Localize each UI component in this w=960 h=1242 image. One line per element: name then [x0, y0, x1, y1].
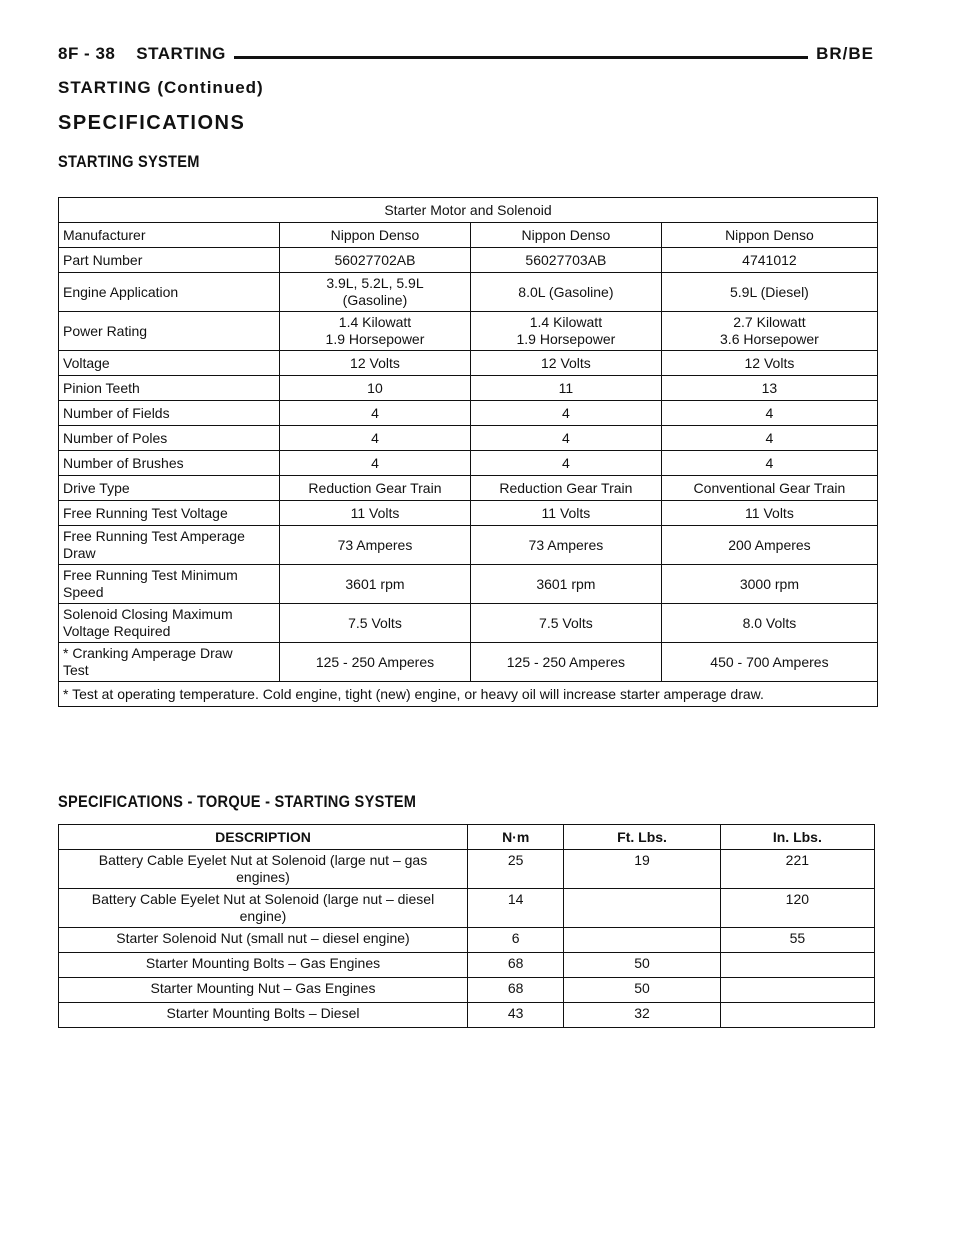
row-value: 10 [280, 376, 471, 401]
page-header [58, 44, 874, 70]
torque-value: 32 [564, 1003, 720, 1028]
table-row [59, 565, 878, 604]
row-value: 4 [661, 426, 877, 451]
row-value: 5.9L (Diesel) [661, 273, 877, 312]
torque-description: Battery Cable Eyelet Nut at Solenoid (large nut – diesel engine) [59, 889, 468, 928]
row-value: 4 [280, 401, 471, 426]
row-label: Voltage [59, 351, 280, 376]
table-row [59, 501, 878, 526]
row-label: Power Rating [59, 312, 280, 351]
row-value: 13 [661, 376, 877, 401]
row-value: 8.0 Volts [661, 604, 877, 643]
table-row [59, 953, 875, 978]
table-row [59, 223, 878, 248]
row-label: Drive Type [59, 476, 280, 501]
row-value: 125 - 250 Amperes [470, 643, 661, 682]
torque-value: 14 [468, 889, 564, 928]
row-value: Conventional Gear Train [661, 476, 877, 501]
row-value: 11 Volts [661, 501, 877, 526]
torque-value [720, 953, 874, 978]
row-value: 4 [470, 451, 661, 476]
row-value: 4 [470, 426, 661, 451]
row-value: 56027703AB [470, 248, 661, 273]
table-row [59, 850, 875, 889]
row-value: 1.4 Kilowatt 1.9 Horsepower [470, 312, 661, 351]
row-label: * Cranking Amperage Draw Test [59, 643, 280, 682]
row-value: 200 Amperes [661, 526, 877, 565]
torque-value: 25 [468, 850, 564, 889]
torque-value: 68 [468, 953, 564, 978]
row-label: Free Running Test Voltage [59, 501, 280, 526]
torque-value [720, 978, 874, 1003]
table-header-row [59, 825, 875, 850]
torque-value: 6 [468, 928, 564, 953]
torque-description: Battery Cable Eyelet Nut at Solenoid (large nut – gas engines) [59, 850, 468, 889]
row-label: Engine Application [59, 273, 280, 312]
row-value: 12 Volts [470, 351, 661, 376]
table-row [59, 351, 878, 376]
starting-system-title: STARTING SYSTEM [58, 152, 200, 171]
torque-table [58, 824, 875, 1028]
table-row [59, 312, 878, 351]
starting-system-table [58, 197, 878, 707]
torque-value [564, 889, 720, 928]
column-header: In. Lbs. [720, 825, 874, 850]
table-row [59, 376, 878, 401]
row-value: 7.5 Volts [470, 604, 661, 643]
row-value: 4 [661, 451, 877, 476]
row-value: 12 Volts [280, 351, 471, 376]
row-label: Solenoid Closing Maximum Voltage Required [59, 604, 280, 643]
table-row [59, 476, 878, 501]
torque-value: 19 [564, 850, 720, 889]
table-row [59, 604, 878, 643]
row-label: Number of Poles [59, 426, 280, 451]
row-value: Nippon Denso [470, 223, 661, 248]
row-label: Number of Fields [59, 401, 280, 426]
row-value: 3.9L, 5.2L, 5.9L (Gasoline) [280, 273, 471, 312]
continued-heading: STARTING (Continued) [58, 78, 264, 97]
table-row [59, 401, 878, 426]
torque-value: 68 [468, 978, 564, 1003]
row-label: Pinion Teeth [59, 376, 280, 401]
table-row [59, 526, 878, 565]
row-value: 11 [470, 376, 661, 401]
header-left: 8F - 38 STARTING [58, 44, 234, 64]
footnote-row [59, 682, 878, 707]
footnote: * Test at operating temperature. Cold engine, tight (new) engine, or heavy oil will increase starter amperage draw. [59, 682, 878, 707]
table-row [59, 643, 878, 682]
table-row [59, 928, 875, 953]
row-value: 8.0L (Gasoline) [470, 273, 661, 312]
table-caption-row [59, 198, 878, 223]
column-header: Ft. Lbs. [564, 825, 720, 850]
row-value: 11 Volts [470, 501, 661, 526]
row-value: 56027702AB [280, 248, 471, 273]
torque-value: 120 [720, 889, 874, 928]
row-value: 4 [280, 426, 471, 451]
row-label: Part Number [59, 248, 280, 273]
row-value: 4741012 [661, 248, 877, 273]
row-value: 4 [661, 401, 877, 426]
row-label: Free Running Test Minimum Speed [59, 565, 280, 604]
row-value: 125 - 250 Amperes [280, 643, 471, 682]
torque-description: Starter Mounting Bolts – Gas Engines [59, 953, 468, 978]
row-value: 3601 rpm [280, 565, 471, 604]
torque-value: 221 [720, 850, 874, 889]
row-value: 7.5 Volts [280, 604, 471, 643]
row-value: 4 [280, 451, 471, 476]
torque-value [564, 928, 720, 953]
table-row [59, 1003, 875, 1028]
row-value: 12 Volts [661, 351, 877, 376]
row-label: Free Running Test Amperage Draw [59, 526, 280, 565]
header-right: BR/BE [808, 44, 874, 64]
row-value: Reduction Gear Train [280, 476, 471, 501]
table-row [59, 426, 878, 451]
torque-value [720, 1003, 874, 1028]
torque-description: Starter Mounting Nut – Gas Engines [59, 978, 468, 1003]
torque-value: 50 [564, 953, 720, 978]
row-value: 73 Amperes [280, 526, 471, 565]
torque-value: 55 [720, 928, 874, 953]
row-value: Nippon Denso [661, 223, 877, 248]
table-row [59, 978, 875, 1003]
row-value: Reduction Gear Train [470, 476, 661, 501]
torque-description: Starter Mounting Bolts – Diesel [59, 1003, 468, 1028]
row-value: 3601 rpm [470, 565, 661, 604]
column-header: N·m [468, 825, 564, 850]
row-value: 450 - 700 Amperes [661, 643, 877, 682]
row-label: Manufacturer [59, 223, 280, 248]
table-row [59, 451, 878, 476]
section-title: SPECIFICATIONS [58, 112, 246, 134]
table-row [59, 248, 878, 273]
row-label: Number of Brushes [59, 451, 280, 476]
table-caption: Starter Motor and Solenoid [59, 198, 878, 223]
table-row [59, 273, 878, 312]
row-value: 1.4 Kilowatt 1.9 Horsepower [280, 312, 471, 351]
row-value: Nippon Denso [280, 223, 471, 248]
row-value: 2.7 Kilowatt 3.6 Horsepower [661, 312, 877, 351]
torque-description: Starter Solenoid Nut (small nut – diesel engine) [59, 928, 468, 953]
table-row [59, 889, 875, 928]
row-value: 11 Volts [280, 501, 471, 526]
torque-value: 50 [564, 978, 720, 1003]
row-value: 4 [470, 401, 661, 426]
torque-title: SPECIFICATIONS - TORQUE - STARTING SYSTEM [58, 792, 417, 811]
torque-value: 43 [468, 1003, 564, 1028]
row-value: 3000 rpm [661, 565, 877, 604]
row-value: 73 Amperes [470, 526, 661, 565]
column-header: DESCRIPTION [59, 825, 468, 850]
